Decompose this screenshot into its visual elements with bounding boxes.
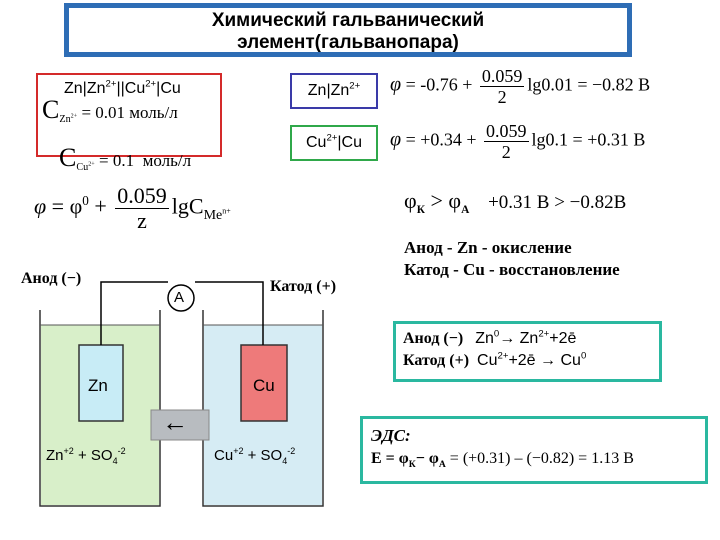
concentration-cu: $C_{Cu^{2+}} = 0.1$ моль/л xyxy=(59,143,192,174)
equation-zn-potential: φ = -0.76 + $\frac{0.059}{2}$ lg0.01 = −0.82 В xyxy=(390,66,651,107)
cathode-reaction: Катод (+) $Cu^{2+}+2ē \to Cu^0$ xyxy=(403,350,587,369)
cell-scheme: $Zn|Zn^{2+}||Cu^{2+}|Cu$ xyxy=(64,78,181,97)
cu-electrode-label: Cu xyxy=(253,376,275,395)
zn-halfcell-box: $Zn|Zn^{2+}$ xyxy=(290,73,378,109)
ammeter-label: A xyxy=(174,289,185,306)
reactions-box xyxy=(393,321,662,382)
cathode-role: Катод - Cu - восстановление xyxy=(404,260,620,279)
cathode-label: Катод (+) xyxy=(270,278,337,295)
anode-reaction: Анод (−) $Zn^0\to$ $Zn^{2+}+2ē$ xyxy=(403,328,577,347)
title-line-1: Химический гальванический xyxy=(211,10,485,31)
anode-role: Анод - Zn - окисление xyxy=(404,238,572,257)
title-line-2: элемент(гальванопара) xyxy=(237,32,459,53)
emf-box xyxy=(360,416,708,484)
equation-cu-potential: φ = +0.34 + $\frac{0.059}{2}$ lg0.1 = +0.31 В xyxy=(390,121,646,162)
zn-electrode-label: Zn xyxy=(88,376,108,395)
potential-comparison: $\varphi_К > \varphi_А +0.31$ В > −0.82В xyxy=(404,188,627,216)
salt-bridge-arrow: ← xyxy=(162,408,188,437)
emf-heading: ЭДС: xyxy=(371,426,411,445)
concentration-zn: $C_{Zn^{2+}} = 0.01$ моль/л xyxy=(42,95,178,126)
left-solution-label: $Zn^{+2} + SO_4^{-2}$ xyxy=(46,446,126,466)
nernst-equation: $\varphi = \varphi^0$ + $\frac{0.059}{z}$ lgC$_{Me^{n+}}$ xyxy=(34,183,231,233)
anode-label: Анод (−) xyxy=(21,270,82,287)
right-solution-label: $Cu^{+2} + SO_4^{-2}$ xyxy=(214,446,296,466)
cu-halfcell-box: $Cu^{2+}|Cu$ xyxy=(290,125,378,161)
emf-equation: $E = \varphi_К- \varphi_А = (+0.31) - (-0.82) = 1.13$ В xyxy=(371,450,634,471)
